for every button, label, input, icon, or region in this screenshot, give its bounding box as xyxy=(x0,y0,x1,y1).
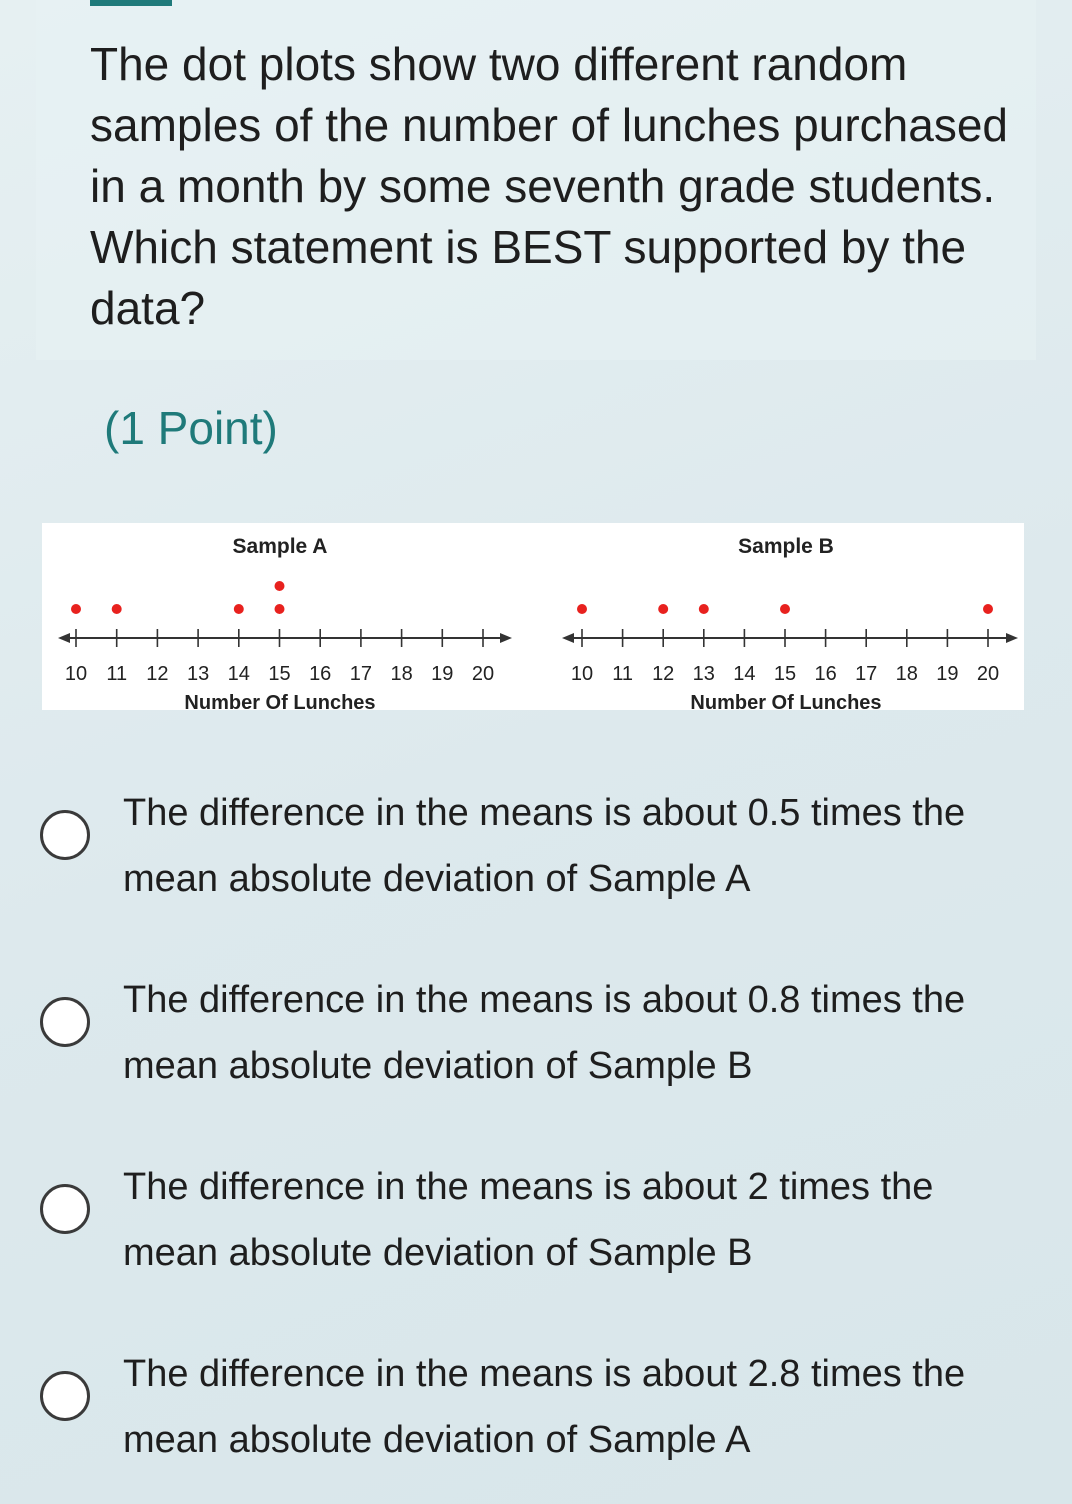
plot-a-tick-label: 18 xyxy=(390,663,413,685)
plot-a-tick-label: 10 xyxy=(64,663,88,685)
plot-b-dot xyxy=(983,604,993,614)
question-text xyxy=(90,34,1010,339)
option-text xyxy=(123,1341,1023,1473)
plot-b-tick-label: 20 xyxy=(976,663,1000,685)
dot-plots-figure xyxy=(42,523,1024,710)
top-accent-bar xyxy=(90,0,172,6)
option-text xyxy=(123,967,1023,1099)
plot-a-tick-label: 14 xyxy=(227,663,250,685)
plot-a-title: Sample A xyxy=(232,535,328,558)
points-label: (1 Point) xyxy=(104,402,278,454)
radio-button[interactable] xyxy=(40,810,90,860)
plot-b-tick-label: 17 xyxy=(855,663,878,685)
question-line: The dot plots show two different random samples of the number of lunches purchased in a month by some seventh grade students. Which statement is BEST supported by the data? xyxy=(90,38,1008,334)
plot-a-tick-label: 13 xyxy=(186,663,210,685)
plot-b-tick-label: 10 xyxy=(570,663,594,685)
option-text xyxy=(123,1154,1023,1286)
plot-b-tick-label: 15 xyxy=(773,663,797,685)
plot-b-tick-label: 14 xyxy=(733,663,756,685)
plot-a-tick-label: 20 xyxy=(471,663,495,685)
plot-b-tick-label: 19 xyxy=(936,663,959,685)
plot-b-xlabel: Number Of Lunches xyxy=(690,692,882,710)
plot-a-dot xyxy=(112,604,122,614)
plot-a-tick-label: 17 xyxy=(349,663,373,685)
plot-a-tick-label: 19 xyxy=(431,663,454,685)
plot-b-dot xyxy=(699,604,709,614)
plot-a-dot xyxy=(275,581,285,591)
plot-a-dot xyxy=(71,604,81,614)
plot-a-dot xyxy=(275,604,285,614)
plot-a-xlabel: Number Of Lunches xyxy=(184,692,376,710)
plot-b-tick-label: 13 xyxy=(692,663,715,685)
plot-a-tick-label: 15 xyxy=(268,663,291,685)
option-line-1: The difference in the means is about 0.8 times the xyxy=(123,979,966,1021)
dot-plots-svg xyxy=(42,523,1024,710)
plot-b-tick-label: 16 xyxy=(814,663,837,685)
plot-b-tick-label: 18 xyxy=(895,663,918,685)
plot-b-tick-label: 11 xyxy=(612,663,633,685)
plot-b-tick-label: 12 xyxy=(652,663,675,685)
plot-b-title: Sample B xyxy=(738,535,834,558)
option-line-1: The difference in the means is about 0.5 times the xyxy=(123,792,966,834)
plot-a-tick-label: 16 xyxy=(309,663,332,685)
plot-b-axis-arrow-left xyxy=(562,633,574,643)
option-text xyxy=(123,780,1023,912)
plot-a-tick-label: 11 xyxy=(106,663,128,685)
radio-button[interactable] xyxy=(40,1184,90,1234)
plot-a-axis-arrow-right xyxy=(500,633,512,643)
plot-b-dot xyxy=(658,604,668,614)
option-1[interactable] xyxy=(40,967,1040,1117)
option-line-2: mean absolute deviation of Sample A xyxy=(123,858,751,900)
option-line-2: mean absolute deviation of Sample A xyxy=(123,1419,751,1461)
option-0[interactable] xyxy=(40,780,1040,930)
option-3[interactable] xyxy=(40,1341,1040,1491)
radio-button[interactable] xyxy=(40,997,90,1047)
option-line-2: mean absolute deviation of Sample B xyxy=(123,1045,753,1087)
option-line-1: The difference in the means is about 2 times the xyxy=(123,1166,934,1208)
plot-b-axis-arrow-right xyxy=(1006,633,1018,643)
option-line-1: The difference in the means is about 2.8 times the xyxy=(123,1353,966,1395)
plot-a-axis-arrow-left xyxy=(58,633,70,643)
plot-a-dot xyxy=(234,604,244,614)
radio-button[interactable] xyxy=(40,1371,90,1421)
plot-b-dot xyxy=(780,604,790,614)
plot-a-tick-label: 12 xyxy=(146,663,169,685)
option-line-2: mean absolute deviation of Sample B xyxy=(123,1232,753,1274)
plot-b-dot xyxy=(577,604,587,614)
option-2[interactable] xyxy=(40,1154,1040,1304)
